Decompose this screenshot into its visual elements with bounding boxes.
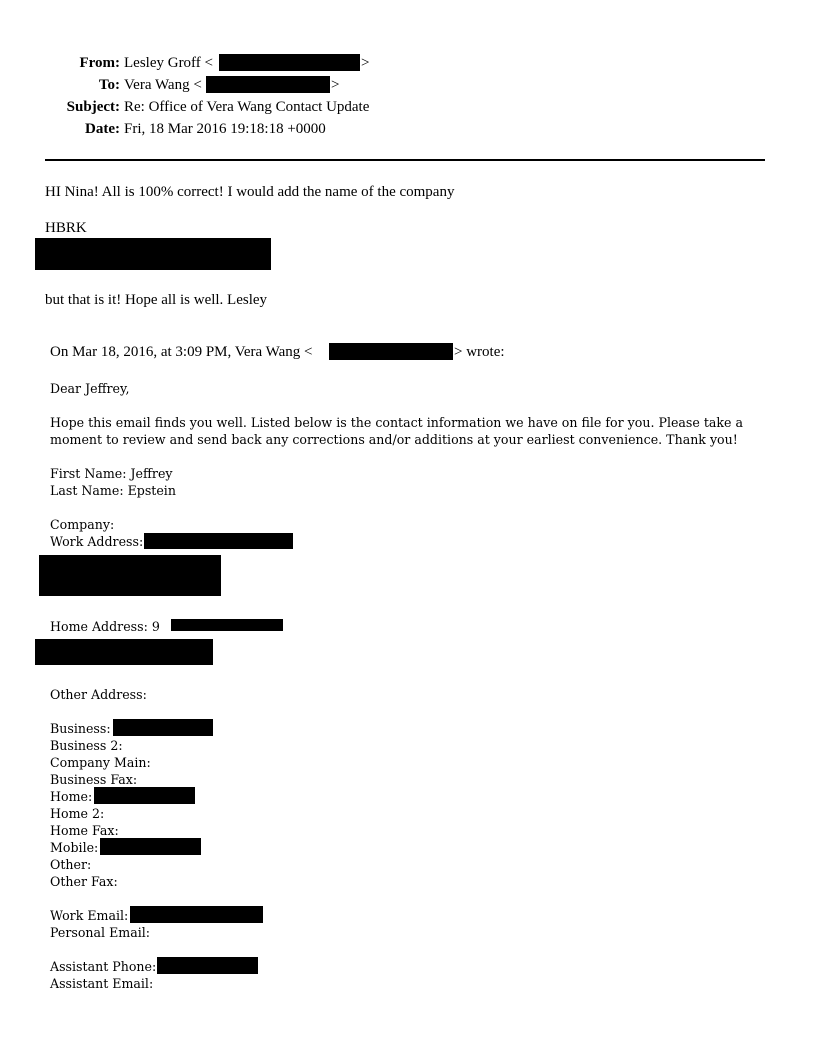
field-last-name: Last Name: Epstein: [50, 483, 176, 498]
redaction-block: [329, 343, 453, 360]
field-other-fax: Other Fax:: [50, 874, 118, 889]
from-label: From:: [79, 55, 120, 71]
quote-intro-after: > wrote:: [454, 344, 505, 360]
header-to-row: [0, 76, 816, 94]
quote-intro-before: On Mar 18, 2016, at 3:09 PM, Vera Wang <: [50, 344, 313, 360]
reply-line-2: HBRK: [45, 220, 87, 236]
field-other: Other:: [50, 857, 92, 872]
header-divider: [45, 159, 765, 161]
field-personal-email: Personal Email:: [50, 925, 151, 940]
from-close-bracket: >: [361, 55, 370, 71]
to-value: Vera Wang <: [124, 77, 202, 93]
field-company: Company:: [50, 517, 115, 532]
redaction-block: [94, 787, 195, 804]
redaction-block: [157, 957, 258, 974]
field-business: Business:: [50, 721, 111, 736]
quote-body-line-1: Hope this email finds you well. Listed below is the contact information we have on file for you. Please take a: [50, 415, 744, 430]
header-subject-row: [0, 98, 816, 116]
to-close-bracket: >: [331, 77, 340, 93]
field-first-name: First Name: Jeffrey: [50, 466, 173, 481]
header-from-row: [0, 54, 816, 72]
redaction-block: [35, 639, 213, 665]
field-other-address: Other Address:: [50, 687, 147, 702]
field-work-address: Work Address:: [50, 534, 144, 549]
date-label: Date:: [85, 121, 120, 137]
redaction-block: [39, 555, 221, 596]
field-home-2: Home 2:: [50, 806, 105, 821]
redaction-block: [206, 76, 330, 93]
field-business-2: Business 2:: [50, 738, 123, 753]
redaction-block: [130, 906, 263, 923]
field-home: Home:: [50, 789, 93, 804]
redaction-block: [144, 533, 293, 549]
field-company-main: Company Main:: [50, 755, 151, 770]
reply-line-1: HI Nina! All is 100% correct! I would add the name of the company: [45, 184, 455, 200]
subject-label: Subject:: [66, 99, 120, 115]
field-home-address: Home Address: 9: [50, 619, 160, 634]
date-value: Fri, 18 Mar 2016 19:18:18 +0000: [124, 121, 326, 137]
subject-value: Re: Office of Vera Wang Contact Update: [124, 99, 370, 115]
redaction-block: [171, 619, 283, 631]
field-home-fax: Home Fax:: [50, 823, 119, 838]
field-mobile: Mobile:: [50, 840, 99, 855]
quote-greeting: Dear Jeffrey,: [50, 381, 130, 396]
field-work-email: Work Email:: [50, 908, 129, 923]
redaction-block: [35, 238, 271, 270]
field-business-fax: Business Fax:: [50, 772, 138, 787]
from-value: Lesley Groff <: [124, 55, 213, 71]
to-label: To:: [98, 77, 120, 93]
redaction-block: [100, 838, 201, 855]
reply-line-3: but that is it! Hope all is well. Lesley: [45, 292, 268, 308]
redaction-block: [219, 54, 360, 71]
redaction-block: [113, 719, 213, 736]
field-assistant-phone: Assistant Phone:: [50, 959, 157, 974]
quote-body-line-2: moment to review and send back any corrections and/or additions at your earliest convenience. Thank you!: [50, 432, 738, 447]
field-assistant-email: Assistant Email:: [50, 976, 154, 991]
header-date-row: [0, 120, 816, 138]
